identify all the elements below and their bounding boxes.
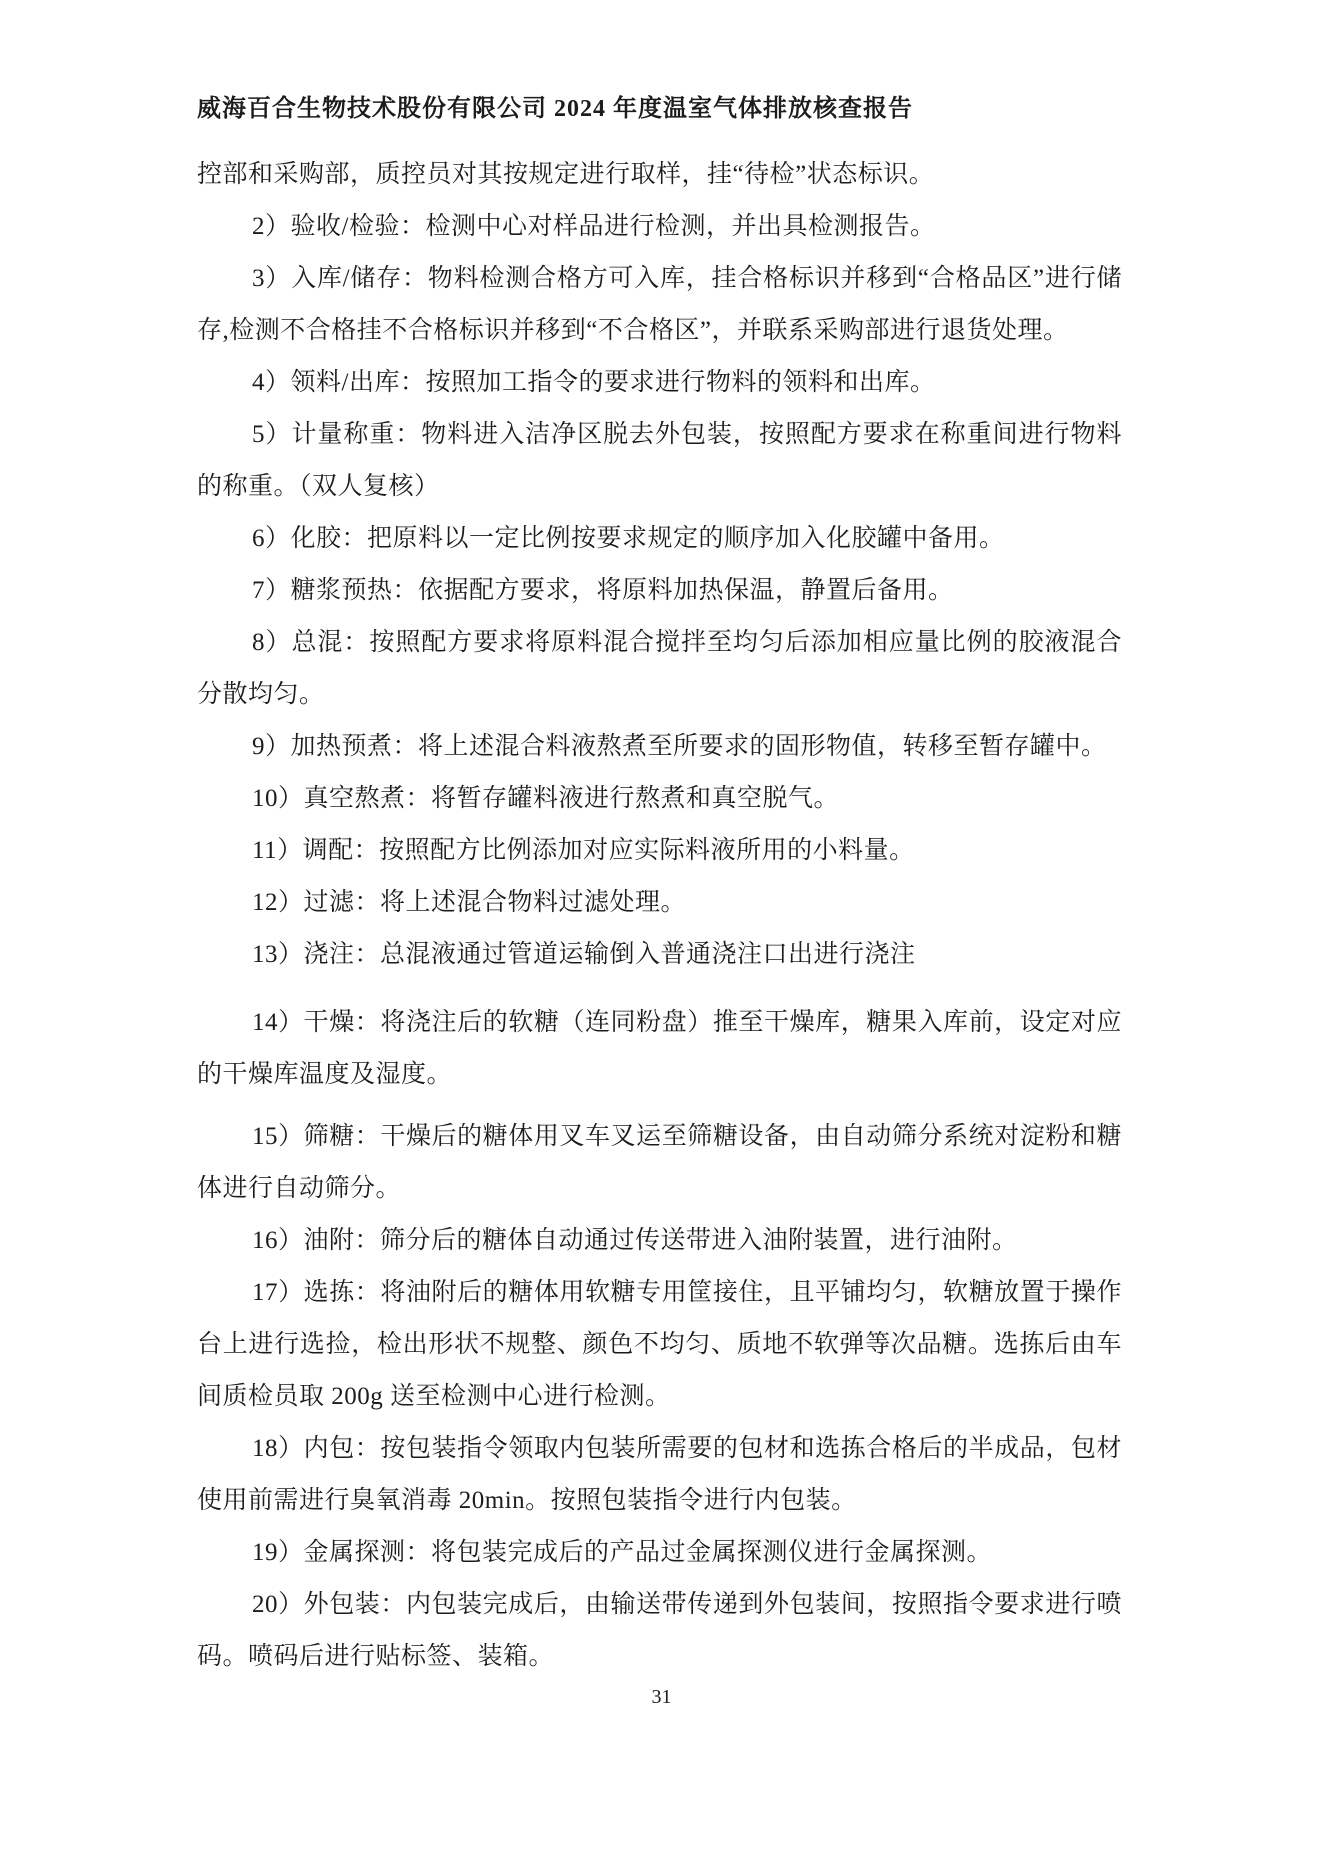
process-step-20: 20）外包装：内包装完成后，由输送带传递到外包装间，按照指令要求进行喷码。喷码后进行贴标签、装箱。 (197, 1591, 1122, 1670)
process-step-14: 14）干燥：将浇注后的软糖（连同粉盘）推至干燥库，糖果入库前，设定对应的干燥库温度及湿度。 (197, 1009, 1122, 1088)
continuation-text: 控部和采购部，质控员对其按规定进行取样，挂“待检”状态标识。 (197, 161, 935, 188)
process-step-11: 11）调配：按照配方比例添加对应实际料液所用的小料量。 (252, 837, 915, 864)
report-title-header: 威海百合生物技术股份有限公司 2024 年度温室气体排放核查报告 (197, 96, 913, 122)
process-step-16: 16）油附：筛分后的糖体自动通过传送带进入油附装置，进行油附。 (252, 1227, 1018, 1254)
process-step-8: 8）总混：按照配方要求将原料混合搅拌至均匀后添加相应量比例的胶液混合分散均匀。 (197, 629, 1122, 708)
process-step-3: 3）入库/储存：物料检测合格方可入库，挂合格标识并移到“合格品区”进行储存,检测不合格挂不合格标识并移到“不合格区”，并联系采购部进行退货处理。 (197, 265, 1122, 344)
process-step-19: 19）金属探测：将包装完成后的产品过金属探测仪进行金属探测。 (252, 1539, 993, 1566)
document-body (197, 149, 1122, 1683)
process-step-18: 18）内包：按包装指令领取内包装所需要的包材和选拣合格后的半成品，包材使用前需进行臭氧消毒 20min。按照包装指令进行内包装。 (197, 1435, 1122, 1514)
process-step-4: 4）领料/出库：按照加工指令的要求进行物料的领料和出库。 (252, 369, 936, 396)
process-step-9: 9）加热预煮：将上述混合料液熬煮至所要求的固形物值，转移至暂存罐中。 (252, 733, 1107, 760)
process-step-12: 12）过滤：将上述混合物料过滤处理。 (252, 889, 687, 916)
process-step-15: 15）筛糖：干燥后的糖体用叉车叉运至筛糖设备，由自动筛分系统对淀粉和糖体进行自动筛分。 (197, 1123, 1122, 1202)
process-step-13: 13）浇注：总混液通过管道运输倒入普通浇注口出进行浇注 (252, 941, 916, 968)
process-step-10: 10）真空熬煮：将暂存罐料液进行熬煮和真空脱气。 (252, 785, 840, 812)
process-step-2: 2）验收/检验：检测中心对样品进行检测，并出具检测报告。 (252, 213, 936, 240)
process-step-5: 5）计量称重：物料进入洁净区脱去外包装，按照配方要求在称重间进行物料的称重。（双人复核） (197, 421, 1122, 500)
page-footer (0, 1686, 1323, 1709)
process-step-7: 7）糖浆预热：依据配方要求，将原料加热保温，静置后备用。 (252, 577, 954, 604)
process-step-6: 6）化胶：把原料以一定比例按要求规定的顺序加入化胶罐中备用。 (252, 525, 1005, 552)
process-step-17: 17）选拣：将油附后的糖体用软糖专用筐接住，且平铺均匀，软糖放置于操作台上进行选捡，检出形状不规整、颜色不均匀、质地不软弹等次品糖。选拣后由车间质检员取 200g 送至检测中心进行检测。 (197, 1279, 1122, 1410)
page-number: 31 (651, 1686, 672, 1708)
